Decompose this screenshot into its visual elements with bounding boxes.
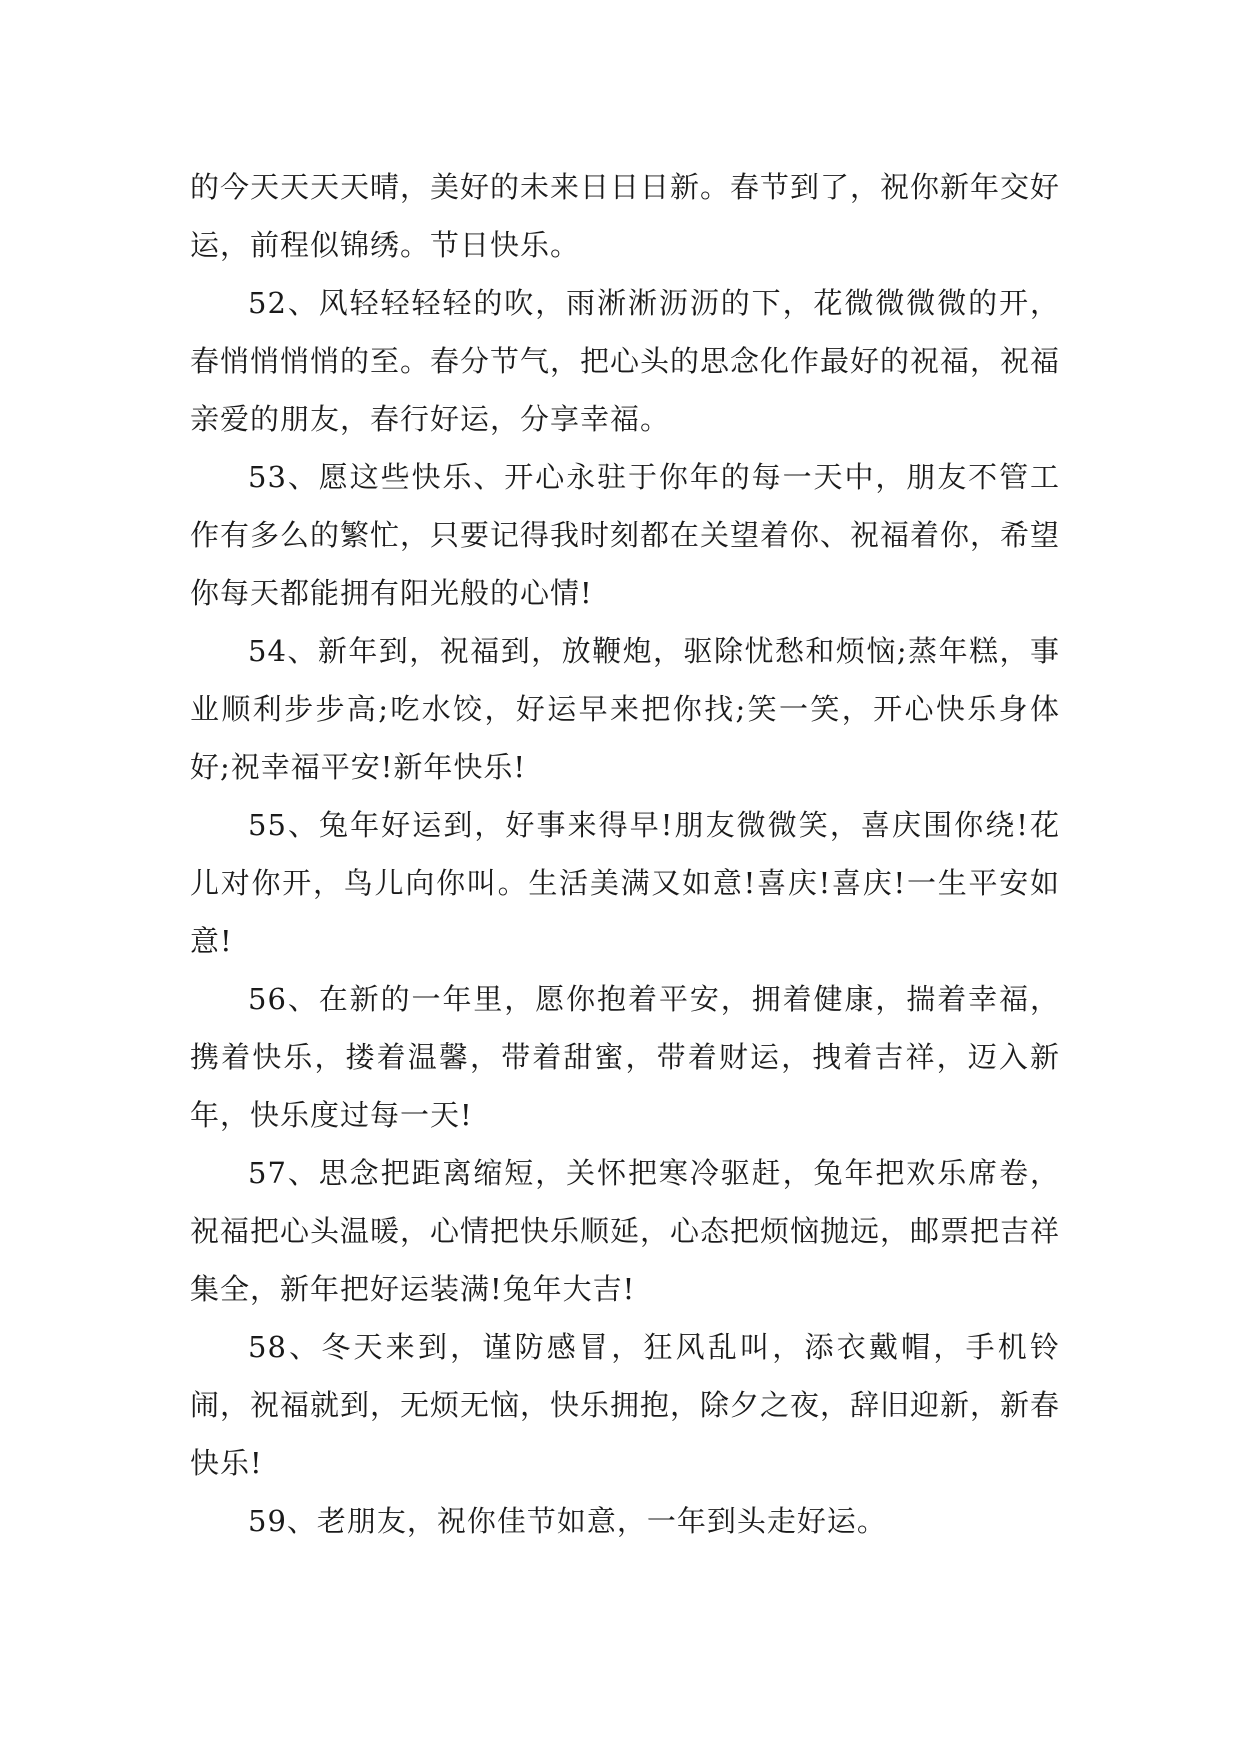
document-page (190, 158, 1060, 1550)
paragraph-59: 59、老朋友，祝你佳节如意，一年到头走好运。 (248, 1504, 887, 1538)
paragraph-57: 57、思念把距离缩短，关怀把寒冷驱赶，兔年把欢乐席卷，祝福把心头温暖，心情把快乐顺延，心态把烦恼抛远，邮票把吉祥集全，新年把好运装满!兔年大吉! (190, 1156, 1061, 1306)
paragraph-53: 53、愿这些快乐、开心永驻于你年的每一天中，朋友不管工作有多么的繁忙，只要记得我时刻都在关望着你、祝福着你，希望你每天都能拥有阳光般的心情! (190, 460, 1061, 610)
paragraph-58: 58、冬天来到，谨防感冒，狂风乱叫，添衣戴帽，手机铃闹，祝福就到，无烦无恼，快乐拥抱，除夕之夜，辞旧迎新，新春快乐! (190, 1330, 1061, 1480)
paragraph-56: 56、在新的一年里，愿你抱着平安，拥着健康，揣着幸福，携着快乐，搂着温馨，带着甜蜜，带着财运，拽着吉祥，迈入新年，快乐度过每一天! (190, 982, 1060, 1132)
paragraph-55: 55、兔年好运到，好事来得早!朋友微微笑，喜庆围你绕!花儿对你开，鸟儿向你叫。生活美满又如意!喜庆!喜庆!一生平安如意! (190, 808, 1060, 958)
paragraph-continued: 的今天天天天晴，美好的未来日日日新。春节到了，祝你新年交好运，前程似锦绣。节日快乐。 (190, 170, 1061, 262)
paragraph-52: 52、风轻轻轻轻的吹，雨淅淅沥沥的下，花微微微微的开，春悄悄悄悄的至。春分节气，把心头的思念化作最好的祝福，祝福亲爱的朋友，春行好运，分享幸福。 (190, 286, 1061, 436)
paragraph-54: 54、新年到，祝福到，放鞭炮，驱除忧愁和烦恼;蒸年糕，事业顺利步步高;吃水饺，好运早来把你找;笑一笑，开心快乐身体好;祝幸福平安!新年快乐! (190, 634, 1060, 784)
